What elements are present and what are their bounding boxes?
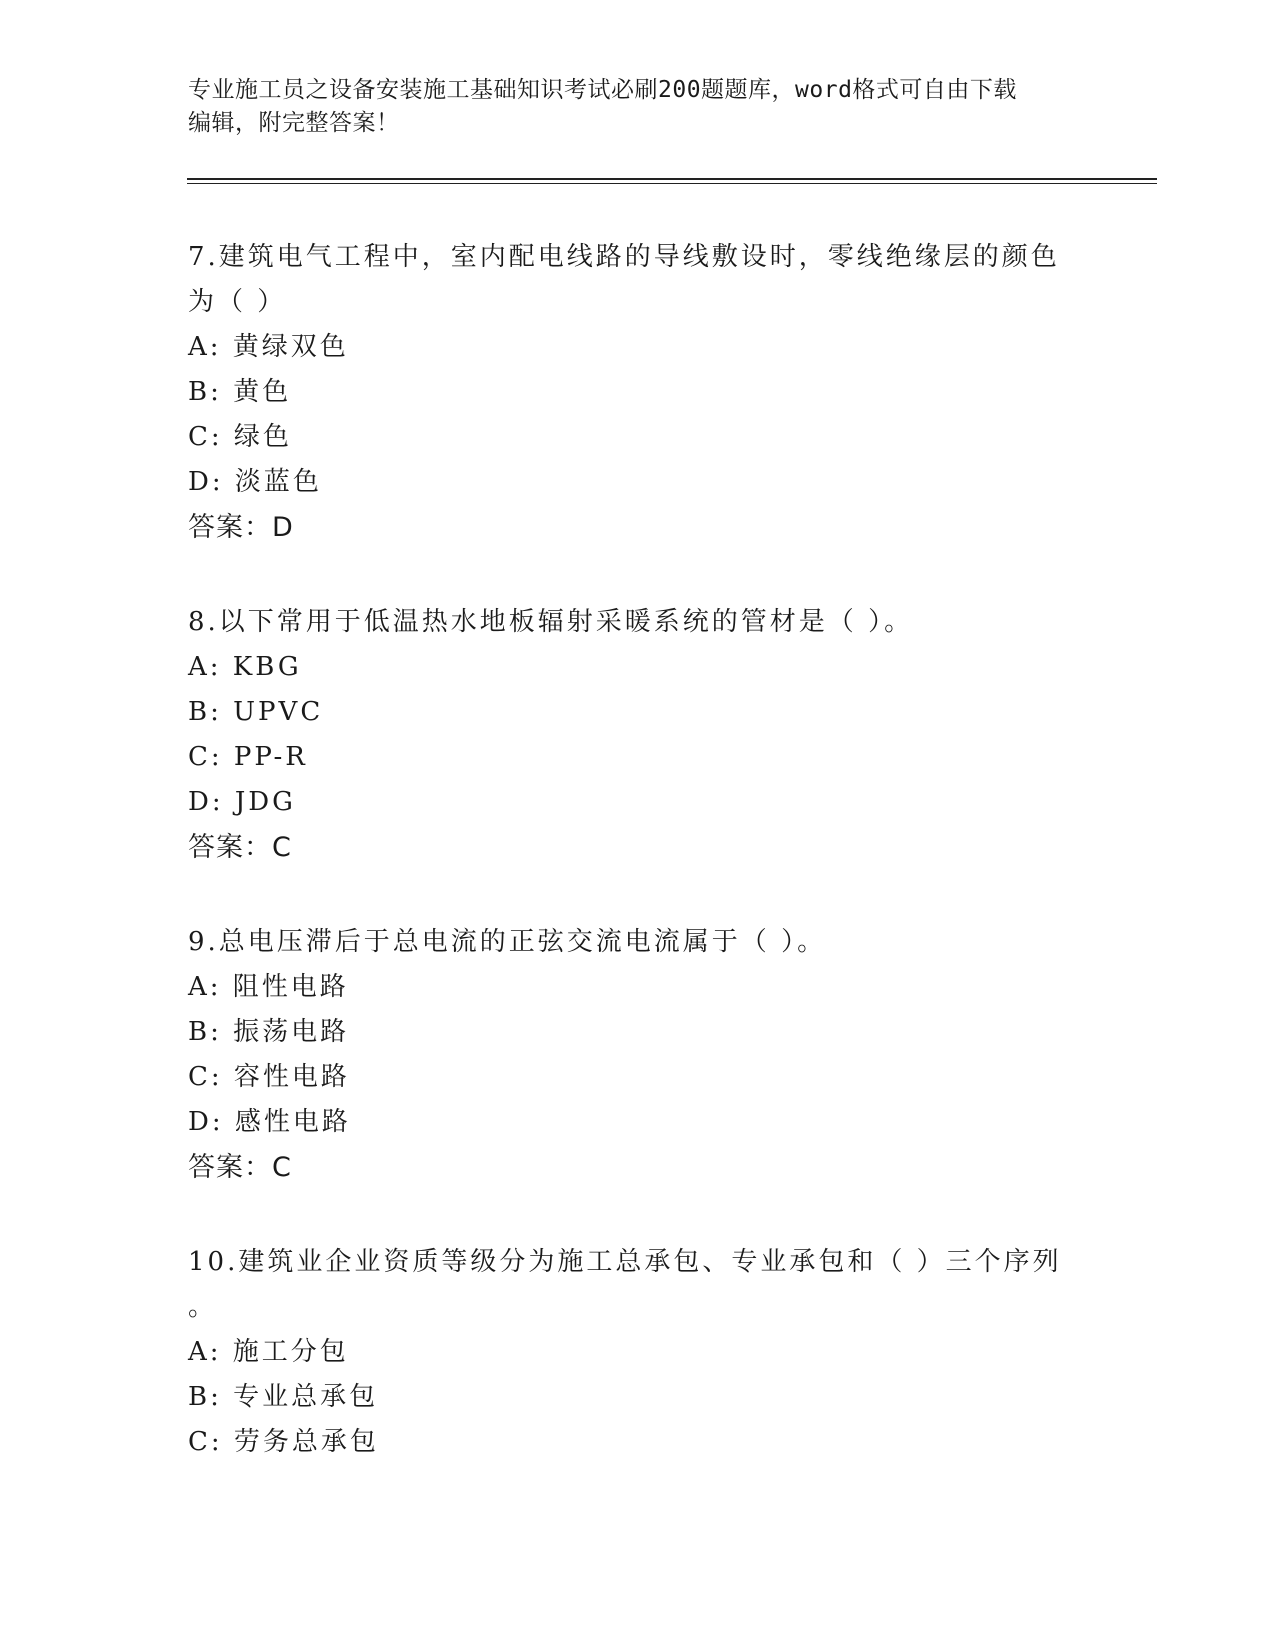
- header-title-line-1: 专业施工员之设备安装施工基础知识考试必刷200题题库，word格式可自由下载: [188, 77, 1017, 103]
- header-divider-top: [187, 178, 1157, 180]
- question-10: [188, 1240, 1088, 1465]
- option-a: A: 阻性电路: [188, 972, 349, 1002]
- option-c: C: PP-R: [188, 742, 308, 772]
- question-stem-continued: 。: [188, 1292, 218, 1322]
- option-c: C: 绿色: [188, 422, 292, 452]
- option-a: A: 黄绿双色: [188, 332, 349, 362]
- answer: 答案：C: [188, 832, 292, 863]
- question-7: [188, 235, 1088, 550]
- option-b: B: 振荡电路: [188, 1017, 350, 1047]
- document-header: [188, 74, 1088, 140]
- option-a: A: KBG: [188, 652, 302, 682]
- question-8: [188, 600, 1088, 870]
- option-b: B: UPVC: [188, 697, 324, 727]
- question-stem: 9.总电压滞后于总电流的正弦交流电流属于（ ）。: [188, 927, 827, 957]
- question-stem: 10.建筑业企业资质等级分为施工总承包、专业承包和（ ）三个序列: [188, 1247, 1062, 1277]
- header-title-line-2: 编辑，附完整答案！: [188, 110, 400, 136]
- question-stem-continued: 为（ ）: [188, 287, 287, 317]
- option-b: B: 专业总承包: [188, 1382, 379, 1412]
- question-9: [188, 920, 1088, 1190]
- option-b: B: 黄色: [188, 377, 292, 407]
- answer: 答案：C: [188, 1152, 292, 1183]
- option-d: D: JDG: [188, 787, 296, 817]
- question-stem: 7.建筑电气工程中，室内配电线路的导线敷设时，零线绝缘层的颜色: [188, 242, 1060, 272]
- option-c: C: 劳务总承包: [188, 1427, 379, 1457]
- option-d: D: 感性电路: [188, 1107, 351, 1137]
- option-c: C: 容性电路: [188, 1062, 350, 1092]
- option-d: D: 淡蓝色: [188, 467, 322, 497]
- answer: 答案：D: [188, 512, 294, 543]
- question-stem: 8.以下常用于低温热水地板辐射采暖系统的管材是（ ）。: [188, 607, 914, 637]
- option-a: A: 施工分包: [188, 1337, 349, 1367]
- header-divider-bottom: [187, 183, 1157, 184]
